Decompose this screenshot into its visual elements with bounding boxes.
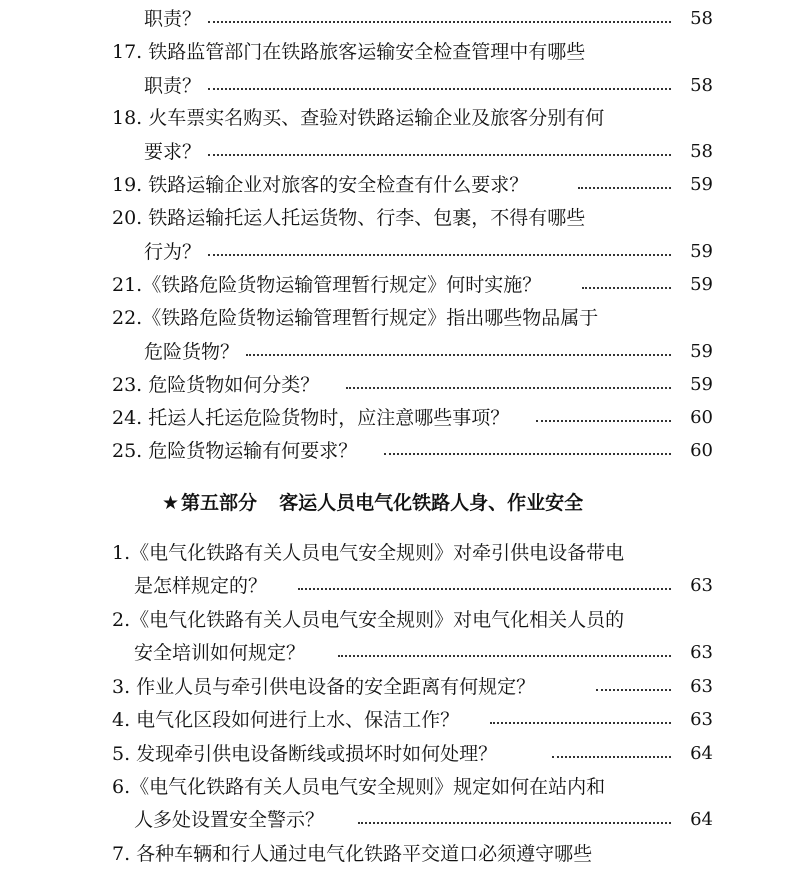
leader-dots <box>346 385 671 389</box>
leader-dots <box>596 687 671 691</box>
toc-entry-text: 危险货物？ <box>144 341 240 363</box>
toc-entry-23[interactable] <box>112 368 713 402</box>
section-heading[interactable] <box>162 486 583 520</box>
leader-dots <box>298 586 671 590</box>
toc-entry-20-cont[interactable] <box>112 235 713 269</box>
toc-page-number: 58 <box>690 75 713 96</box>
leader-dots <box>552 754 671 758</box>
toc-page-number: 64 <box>690 743 713 764</box>
leader-dots <box>384 451 671 455</box>
toc-entry-18-cont[interactable] <box>112 135 713 169</box>
toc-entry-text: 要求？ <box>144 141 202 163</box>
toc-page-number: 59 <box>690 241 713 262</box>
toc-entry-text: 7. 各种车辆和行人通过电气化铁路平交道口必须遵守哪些 <box>112 843 593 865</box>
toc-entry-s5-5[interactable] <box>112 737 713 771</box>
toc-entry-text: 20. 铁路运输托运人托运货物、行李、包裹，不得有哪些 <box>112 207 586 229</box>
section-part-label: 第五部分 <box>181 492 258 514</box>
toc-entry-text: 安全培训如何规定？ <box>134 642 306 664</box>
leader-dots <box>358 820 671 824</box>
toc-entry-text: 6.《电气化铁路有关人员电气安全规则》规定如何在站内和 <box>112 776 606 798</box>
star-icon: ★ <box>162 492 180 514</box>
section-title: 客运人员电气化铁路人身、作业安全 <box>279 492 584 514</box>
toc-entry-s5-3[interactable] <box>112 670 713 704</box>
toc-entry-20[interactable] <box>112 201 713 235</box>
toc-entry-text: 18. 火车票实名购买、查验对铁路运输企业及旅客分别有何 <box>112 107 605 129</box>
toc-page-number: 59 <box>690 274 713 295</box>
leader-dots <box>246 352 671 356</box>
toc-page-number: 63 <box>690 642 713 663</box>
toc-entry-18[interactable] <box>112 101 713 135</box>
leader-dots <box>208 86 671 90</box>
toc-entry-text: 3. 作业人员与牵引供电设备的安全距离有何规定？ <box>112 676 536 698</box>
leader-dots <box>208 252 671 256</box>
toc-page-number: 59 <box>690 174 713 195</box>
toc-entry-s5-6[interactable] <box>112 770 713 804</box>
toc-entry-text: 21.《铁路危险货物运输管理暂行规定》何时实施？ <box>112 274 542 296</box>
toc-entry-text: 22.《铁路危险货物运输管理暂行规定》指出哪些物品属于 <box>112 307 599 329</box>
toc-entry-s5-1[interactable] <box>112 536 713 570</box>
leader-dots <box>338 653 671 657</box>
toc-page-number: 60 <box>690 407 713 428</box>
leader-dots <box>582 285 671 289</box>
toc-entry-s5-4[interactable] <box>112 703 713 737</box>
leader-dots <box>208 152 671 156</box>
leader-dots <box>578 185 671 189</box>
toc-entry-17[interactable] <box>112 35 713 69</box>
toc-page-number: 64 <box>690 809 713 830</box>
toc-entry-17-cont[interactable] <box>112 69 713 103</box>
toc-entry-text: 是怎样规定的？ <box>134 575 268 597</box>
toc-page-number: 63 <box>690 709 713 730</box>
toc-entry-s5-2[interactable] <box>112 603 713 637</box>
leader-dots <box>490 720 671 724</box>
toc-entry-text: 职责？ <box>144 75 202 97</box>
toc-entry-text: 行为？ <box>144 241 202 263</box>
toc-entry-24[interactable] <box>112 401 713 435</box>
toc-page-number: 58 <box>690 8 713 29</box>
toc-entry-text: 19. 铁路运输企业对旅客的安全检查有什么要求？ <box>112 174 529 196</box>
toc-page-number: 63 <box>690 676 713 697</box>
toc-entry-19[interactable] <box>112 168 713 202</box>
toc-entry-text: 24. 托运人托运危险货物时，应注意哪些事项？ <box>112 407 510 429</box>
toc-entry-text: 4. 电气化区段如何进行上水、保洁工作？ <box>112 709 460 731</box>
toc-entry-16-cont[interactable] <box>112 2 713 36</box>
toc-page-number: 59 <box>690 374 713 395</box>
toc-entry-text: 2.《电气化铁路有关人员电气安全规则》对电气化相关人员的 <box>112 609 625 631</box>
leader-dots <box>208 19 671 23</box>
toc-entry-text: 职责？ <box>144 8 202 30</box>
toc-entry-text: 5. 发现牵引供电设备断线或损坏时如何处理？ <box>112 743 498 765</box>
toc-entry-text: 25. 危险货物运输有何要求？ <box>112 440 358 462</box>
toc-entry-text: 23. 危险货物如何分类？ <box>112 374 320 396</box>
toc-entry-text: 17. 铁路监管部门在铁路旅客运输安全检查管理中有哪些 <box>112 41 586 63</box>
toc-entry-21[interactable] <box>112 268 713 302</box>
leader-dots <box>536 418 671 422</box>
toc-entry-s5-2-cont[interactable] <box>112 636 713 670</box>
toc-entry-text: 人多处设置安全警示？ <box>134 809 325 831</box>
toc-page-number: 60 <box>690 440 713 461</box>
toc-entry-25[interactable] <box>112 434 713 468</box>
toc-entry-22[interactable] <box>112 301 713 335</box>
toc-entry-s5-6-cont[interactable] <box>112 803 713 837</box>
toc-entry-s5-7[interactable] <box>112 837 713 871</box>
toc-entry-s5-1-cont[interactable] <box>112 569 713 603</box>
toc-entry-22-cont[interactable] <box>112 335 713 369</box>
toc-page-number: 63 <box>690 575 713 596</box>
toc-page-number: 59 <box>690 341 713 362</box>
toc-page-number: 58 <box>690 141 713 162</box>
toc-entry-text: 1.《电气化铁路有关人员电气安全规则》对牵引供电设备带电 <box>112 542 625 564</box>
